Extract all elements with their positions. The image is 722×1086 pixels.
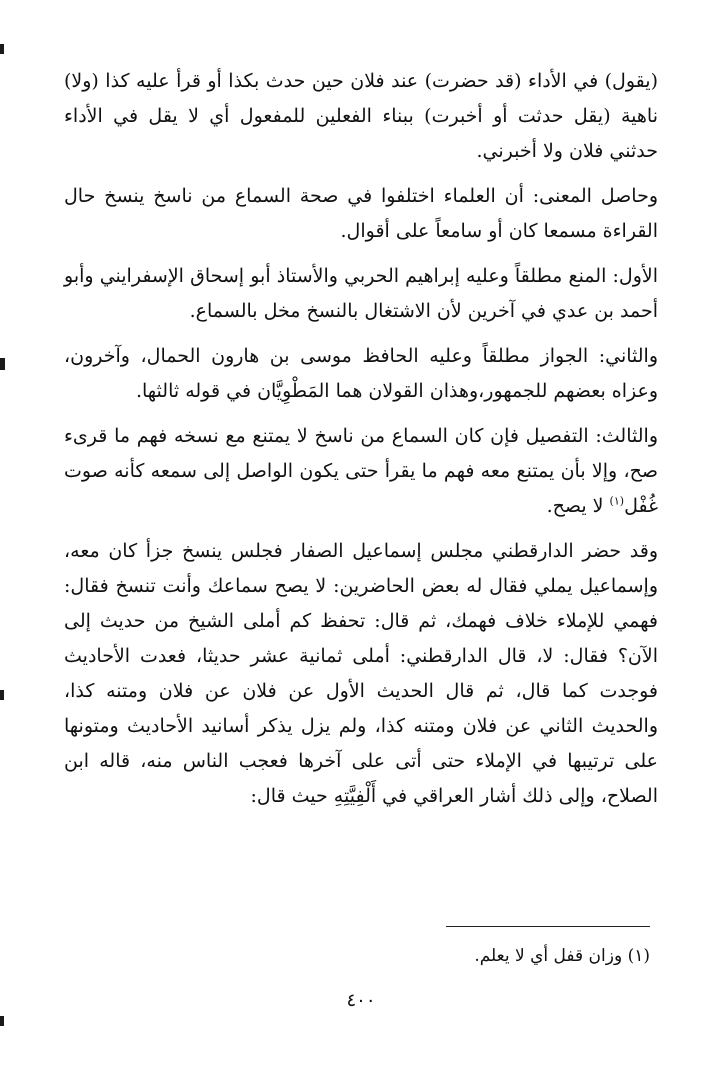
edge-mark-top xyxy=(0,44,4,54)
edge-mark-bottom xyxy=(0,1016,4,1026)
paragraph-5-ending: لا يصح. xyxy=(546,495,610,517)
paragraph-5 xyxy=(64,419,658,524)
paragraph-1: (يقول) في الأداء (قد حضرت) عند فلان حين حدث بكذا أو قرأ عليه كذا (ولا) ناهية (يقل حدثت أو أخبرت) ببناء الفعلين للمفعول أي لا يقل في الأداء حدثني فلان ولا أخبرني. xyxy=(64,70,658,162)
footnote-divider xyxy=(446,926,650,927)
footnote: (١) وزان قفل أي لا يعلم. xyxy=(474,946,650,966)
footnote-reference: (١) xyxy=(609,494,625,508)
paragraph-4: والثاني: الجواز مطلقاً وعليه الحافظ موسى بن هارون الحمال، وآخرون، وعزاه بعضهم للجمهور،وهذان القولان هما المَطْوِيَّان في قوله ثالثها. xyxy=(64,345,658,402)
paragraph-6: وقد حضر الدارقطني مجلس إسماعيل الصفار فجلس ينسخ جزأ كان معه، وإسماعيل يملي فقال له بعض الحاضرين: لا يصح سماعك وأنت تنسخ فقال: فهمي للإملاء خلاف فهمك، ثم قال: تحفظ كم أملى الشيخ من حديث إلى الآن؟ فقال: لا، قال الدارقطني: أملى ثمانية عشر حديثا، فعدت الأحاديث فوجدت كما قال، ثم قال الحديث الأول عن فلان عن فلان ومتنه كذا، والحديث الثاني عن فلان ومتنه كذا، ولم يزل يذكر أسانيد الأحاديث ومتونها على ترتيبها في الإملاء حتى أتى على آخرها فعجب الناس منه، قاله ابن الصلاح، وإلى ذلك أشار العراقي في أَلْفِيَّتِهِ حيث قال: xyxy=(64,540,659,807)
paragraph-3: الأول: المنع مطلقاً وعليه إبراهيم الحربي والأستاذ أبو إسحاق الإسفرايني وأبو أحمد بن عدي في آخرين لأن الاشتغال بالنسخ مخل بالسماع. xyxy=(64,265,658,322)
edge-mark-lower xyxy=(0,690,4,700)
edge-mark-middle xyxy=(0,358,5,370)
main-text xyxy=(64,64,658,814)
paragraph-5-text: والثالث: التفصيل فإن كان السماع من ناسخ لا يمتنع مع نسخه فهم ما قرىء صح، وإلا بأن يمتنع معه فهم ما يقرأ حتى يكون الواصل إلى سمعه كأنه صوت غُفْل xyxy=(64,425,658,517)
page-number: ٤٠٠ xyxy=(346,990,376,1011)
paragraph-2: وحاصل المعنى: أن العلماء اختلفوا في صحة السماع من ناسخ ينسخ حال القراءة مسمعا كان أو سامعاً على أقوال. xyxy=(64,185,658,242)
